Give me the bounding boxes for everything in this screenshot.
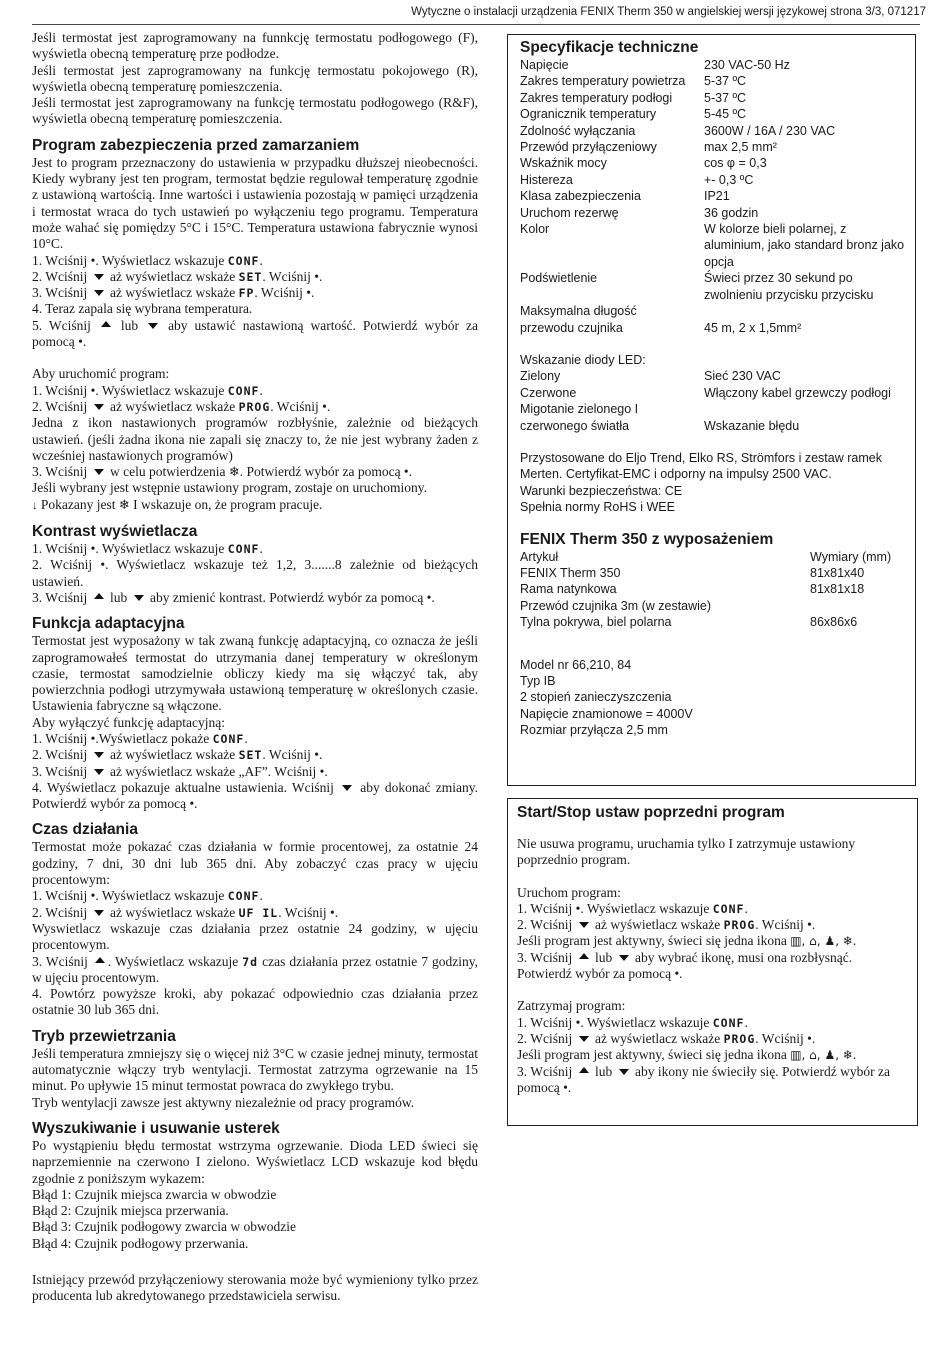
adaptive-body: Termostat jest wyposażony w tak zwaną funkcję adaptacyjną, co oznacza że jeśli zaprogramowałeś termostat do utrzymania danej temperatury w określonym czasie, termostat samodzielnie obliczy kiedy ma się włączyć tak, aby powierzchnia podłogi utrzymywała ustawioną temperaturę w określonych czasie. Ustawienia fabryczne są włączone. <box>32 633 478 714</box>
frost-step-2: 2. Wciśnij aż wyświetlacz wskaże SET. Wciśnij •. <box>32 268 323 284</box>
model-line: 2 stopień zanieczyszczenia <box>520 690 672 705</box>
lcd-conf: CONF <box>227 253 260 268</box>
down-arrow-icon <box>94 752 104 758</box>
product-row: Tylna pokrywa, biel polarna 86x86x6 <box>520 615 858 630</box>
vent-body: Jeśli temperatura zmniejszy się o więcej niż 3°C w czasie jednej minuty, termostat automatycznie włączy tryb wentylacji. Termostat zatrzyma ogrzewanie na 15 minut. Po upływie 15 minut termostat powraca do zwykłego trybu. <box>32 1045 478 1094</box>
lcd-conf: CONF <box>227 889 260 904</box>
vent-body-2: Tryb wentylacji zawsze jest aktywny niezależnie od pracy programów. <box>32 1094 415 1110</box>
lcd-prog: PROG <box>723 918 756 933</box>
frost-title: Program zabezpieczenia przed zamarzaniem <box>32 136 360 154</box>
snowflake-icon: ❄ <box>228 465 240 481</box>
faults-title: Wyszukiwanie i usuwanie usterek <box>32 1119 280 1137</box>
lcd-prog: PROG <box>238 399 271 414</box>
lcd-conf: CONF <box>712 1015 745 1030</box>
frost-body: Jest to program przeznaczony do ustawienia w przypadku dłuższej nieobecności. Kiedy wybrany jest ten program, termostat będzie regulował temperaturę zgodnie z ustawioną wartością. Inne wartości i ustawienia pozostają w pamięci urządzenia i termostat wraca do tych ustawień po wyłączeniu tego programu. Temperatura może wahać się pomiędzy 5°C i 15°C. Temperatura ustawiona fabrycznie wynosi 10°C. <box>32 154 478 252</box>
down-arrow-icon <box>619 955 629 961</box>
runtime-step-2: 2. Wciśnij aż wyświetlacz wskaże UF IL. Wciśnij •. <box>32 904 339 920</box>
spec-row: Kolor W kolorze bieli polarnej, z aluminium, jako standard bronz jako opcja <box>520 222 905 269</box>
product-row: Przewód czujnika 3m (w zestawie) <box>520 598 712 613</box>
spec-row: Zdolność wyłączania 3600W / 16A / 230 VAC <box>520 123 836 138</box>
house-icon: ⌂ <box>809 934 817 949</box>
adaptive-step-3: 3. Wciśnij aż wyświetlacz wskaże „AF”. Wciśnij •. <box>32 763 328 779</box>
product-row: Artykuł Wymiary (mm) <box>520 549 892 564</box>
lcd-conf: CONF <box>212 731 245 746</box>
lcd-7d: 7d <box>242 954 259 969</box>
stop-title: Zatrzymaj program: <box>517 998 626 1014</box>
start-stop-intro: Nie usuwa programu, uruchamia tylko I zatrzymuje ustawiony poprzednio program. <box>517 836 856 868</box>
run-step-3: 3. Wciśnij lub aby wybrać ikonę, musi ona rozbłysnąć. Potwierdź wybór za pomocą •. <box>517 949 853 982</box>
runtime-body: Termostat może pokazać czas działania w formie procentowej, za ostatnie 24 godziny, 7 dni, 30 dni lub 365 dni. Aby zobaczyć czas pracy w ujęciu procentowym: <box>32 839 478 888</box>
spec-title: Specyfikacje techniczne <box>520 39 699 56</box>
stop-step-1: 1. Wciśnij •. Wyświetlacz wskazuje CONF. <box>517 1014 748 1030</box>
run-step-2: 2. Wciśnij aż wyświetlacz wskaże PROG. Wciśnij •. <box>517 917 816 933</box>
down-arrow-icon <box>94 290 104 296</box>
small-down-arrow-icon: ↓ <box>32 499 38 512</box>
adaptive-step-4: 4. Wyświetlacz pokazuje aktualne ustawienia. Wciśnij aby dokonać zmiany. Potwierdź wybór za pomocą •. <box>32 779 479 812</box>
spec-row: Podświetlenie Świeci przez 30 sekund po zwolnieniu przycisku przycisku <box>520 271 874 302</box>
runtime-step-3: 3. Wciśnij . Wyświetlacz wskazuje 7d czas działania przez ostatnie 7 godziny, w ujęciu procentowym. <box>32 953 479 985</box>
stop-step-2: 2. Wciśnij aż wyświetlacz wskaże PROG. Wciśnij •. <box>517 1030 816 1046</box>
led-row: Migotanie zielonego I czerwonego światła Wskazanie błędu <box>520 402 800 433</box>
spec-row: Napięcie 230 VAC-50 Hz <box>520 58 790 72</box>
lcd-conf: CONF <box>712 901 745 916</box>
spec-row: Histereza +- 0,3 ºC <box>520 172 754 187</box>
up-arrow-icon <box>579 1067 589 1073</box>
frost-run-step-2: 2. Wciśnij aż wyświetlacz wskaże PROG. Wciśnij •. <box>32 398 331 414</box>
up-arrow-icon <box>579 953 589 959</box>
spec-row-sensor: Maksymalna długość przewodu czujnika 45 m, 2 x 1,5mm² <box>520 304 802 335</box>
contrast-step-3: 3. Wciśnij lub aby zmienić kontrast. Potwierdź wybór za pomocą •. <box>32 589 435 605</box>
spec-row: Zakres temperatury powietrza 5-37 ºC <box>520 74 747 89</box>
stop-step-3: 3. Wciśnij lub aby ikony nie świeciły się. Potwierdź wybór za pomocą •. <box>517 1063 890 1095</box>
frost-run-step-1: 1. Wciśnij •. Wyświetlacz wskazuje CONF. <box>32 382 263 398</box>
frost-step-3: 3. Wciśnij aż wyświetlacz wskaże FP. Wciśnij •. <box>32 285 315 301</box>
down-arrow-icon <box>94 404 104 410</box>
lcd-ufil: UF IL <box>238 905 279 920</box>
down-arrow-icon <box>342 785 352 791</box>
snowflake-icon: ❄ <box>842 1048 853 1063</box>
frost-step-1: 1. Wciśnij •. Wyświetlacz wskazuje CONF. <box>32 252 263 268</box>
runtime-step-1: 1. Wciśnij •. Wyświetlacz wskazuje CONF. <box>32 888 263 904</box>
frost-run-title: Aby uruchomić program: <box>32 366 170 382</box>
adaptive-step-2: 2. Wciśnij aż wyświetlacz wskaże SET. Wciśnij •. <box>32 747 323 763</box>
run-title: Uruchom program: <box>517 884 621 900</box>
down-arrow-icon <box>134 595 144 601</box>
equip-title: FENIX Therm 350 z wyposażeniem <box>520 530 774 548</box>
run-step-1: 1. Wciśnij •. Wyświetlacz wskazuje CONF. <box>517 900 748 916</box>
office-icon: ▥ <box>790 934 802 949</box>
down-arrow-icon <box>579 922 589 928</box>
adaptive-title: Funkcja adaptacyjna <box>32 615 185 633</box>
snowflake-icon: ❄ <box>118 497 130 513</box>
faults-body: Po wystąpieniu błędu termostat wstrzyma ogrzewanie. Dioda LED świeci się naprzemiennie na czerwono I zielono. Wyświetlacz LCD wskazuje kod błędu zgodnie z poniższym wykazem: <box>32 1137 478 1186</box>
start-stop-title: Start/Stop ustaw poprzedni program <box>517 804 785 821</box>
runtime-step-4: 4. Powtórz powyższe kroki, aby pokazać odpowiednio czas działania przez ostatnie 30 lub 365 dni. <box>32 986 478 1018</box>
stop-active: Jeśli program jest aktywny, świeci się jedna ikona ▥, ⌂, ♟, ❄. <box>517 1047 857 1063</box>
fault-item: Błąd 4: Czujnik podłogowy przerwania. <box>32 1235 249 1251</box>
down-arrow-icon <box>579 1036 589 1042</box>
spec-row: Przewód przyłączeniowy max 2,5 mm² <box>520 140 777 155</box>
office-icon: ▥ <box>790 1048 802 1063</box>
spec-box <box>507 34 916 786</box>
up-arrow-icon <box>101 321 111 327</box>
fault-item: Błąd 1: Czujnik miejsca zwarcia w obwodzie <box>32 1186 277 1202</box>
led-row: Czerwone Włączony kabel grzewczy podłogi <box>520 385 891 400</box>
down-arrow-icon <box>94 910 104 916</box>
safety-text: Warunki bezpieczeństwa: CE <box>520 483 683 498</box>
fault-item: Błąd 3: Czujnik podłogowy zwarcia w obwodzie <box>32 1219 296 1235</box>
frost-step-5: 5. Wciśnij lub aby ustawić nastawioną wartość. Potwierdź wybór za pomocą •. <box>32 317 478 350</box>
compat-text: Przystosowane do Eljo Trend, Elko RS, Strömfors i zestaw ramek Merten. Certyfikat-EMC i odporny na impulsy 2500 VAC. <box>520 450 882 482</box>
contrast-title: Kontrast wyświetlacza <box>32 523 198 541</box>
product-row: Rama natynkowa 81x81x18 <box>520 582 865 597</box>
down-arrow-icon <box>148 323 158 329</box>
person-icon: ♟ <box>824 934 836 949</box>
product-row: FENIX Therm 350 81x81x40 <box>520 565 865 580</box>
left-column <box>32 30 478 1305</box>
down-arrow-icon <box>94 274 104 280</box>
intro-room-floor: Jeśli termostat jest zaprogramowany na funkcję termostatu podłogowego (R&F), wyświetla obecną temperaturę pomieszczenia. <box>32 95 478 127</box>
down-arrow-icon <box>619 1069 629 1075</box>
frost-run-last: Jeśli wybrany jest wstępnie ustawiony program, zostaje on uruchomiony. <box>32 480 428 496</box>
faults-note: Istniejący przewód przyłączeniowy sterowania może być wymieniony tylko przez producenta lub akredytowanego przedstawiciela serwisu. <box>32 1272 478 1304</box>
spec-row: Ogranicznik temperatury 5-45 ºC <box>520 107 747 122</box>
model-line: Typ IB <box>520 674 556 688</box>
contrast-step-1: 1. Wciśnij •. Wyświetlacz wskazuje CONF. <box>32 541 263 557</box>
lcd-conf: CONF <box>227 542 260 557</box>
up-arrow-icon <box>95 957 105 963</box>
intro-floor: Jeśli termostat jest zaprogramowany na funnkcję termostatu podłogowego (F), wyświetla obecną temperaturę prze podłodze. <box>32 30 478 62</box>
person-icon: ♟ <box>824 1048 836 1063</box>
frost-step-4: 4. Teraz zapala się wybrana temperatura. <box>32 301 253 317</box>
norms-text: Spełnia normy RoHS i WEE <box>520 500 675 515</box>
page-header: Wytyczne o instalacji urządzenia FENIX Therm 350 w angielskiej wersji językowej strona 3/3, 071217 <box>411 6 926 18</box>
lcd-fp: FP <box>238 286 255 301</box>
model-line: Rozmiar przyłącza 2,5 mm <box>520 723 668 738</box>
led-row: Zielony Sieć 230 VAC <box>520 369 781 384</box>
frost-run-step-3: 3. Wciśnij w celu potwierdzenia ❄. Potwierdź wybór za pomocą •. <box>32 464 413 481</box>
up-arrow-icon <box>94 593 104 599</box>
runtime-title: Czas działania <box>32 821 138 839</box>
frost-run-last-2: ↓ Pokazany jest ❄ I wskazuje on, że program pracuje. <box>32 496 323 513</box>
led-title: Wskazanie diody LED: <box>520 352 646 367</box>
down-arrow-icon <box>94 469 104 475</box>
model-line: Model nr 66,210, 84 <box>520 657 632 672</box>
lcd-set: SET <box>238 269 263 284</box>
adaptive-sub: Aby wyłączyć funkcję adaptacyjną: <box>32 714 226 730</box>
header-rule <box>32 24 920 25</box>
spec-row: Uruchom rezerwę 36 godzin <box>520 205 759 220</box>
runtime-step-2-note: Wyswietlacz wskazuje czas działania przez ostatnie 24 godziny, w ujęciu procentowym. <box>32 920 478 953</box>
lcd-conf: CONF <box>227 383 260 398</box>
start-stop-box <box>507 798 918 1126</box>
snowflake-icon: ❄ <box>842 934 853 949</box>
spec-row: Klasa zabezpieczenia IP21 <box>520 189 730 204</box>
model-line: Napięcie znamionowe = 4000V <box>520 706 693 721</box>
lcd-set: SET <box>238 748 263 763</box>
vent-title: Tryb przewietrzania <box>32 1027 176 1045</box>
contrast-step-2: 2. Wciśnij •. Wyświetlacz wskazuje też 1,2, 3.......8 zależnie od bieżących ustawień. <box>32 557 478 589</box>
frost-run-note: Jedna z ikon nastawionych programów rozbłyśnie, zależnie od bieżących ustawień. (jeśli żadna ikona nie zapali się znaczy to, że nie jest wybrany żaden z wcześniej nastawionych programów) <box>32 415 478 463</box>
lcd-prog: PROG <box>723 1031 756 1046</box>
spec-row: Wskaźnik mocy cos φ = 0,3 <box>520 156 767 171</box>
fault-item: Błąd 2: Czujnik miejsca przerwania. <box>32 1203 229 1219</box>
house-icon: ⌂ <box>809 1048 817 1063</box>
run-active: Jeśli program jest aktywny, świeci się jedna ikona ▥, ⌂, ♟, ❄. <box>517 933 857 949</box>
spec-row: Zakres temperatury podłogi 5-37 ºC <box>520 90 747 105</box>
down-arrow-icon <box>94 769 104 775</box>
intro-room: Jeśli termostat jest zaprogramowany na funkcję termostatu pokojowego (R), wyświetla obecną temperaturę pomieszczenia. <box>32 62 478 94</box>
adaptive-step-1: 1. Wciśnij •.Wyświetlacz pokaże CONF. <box>32 730 248 746</box>
